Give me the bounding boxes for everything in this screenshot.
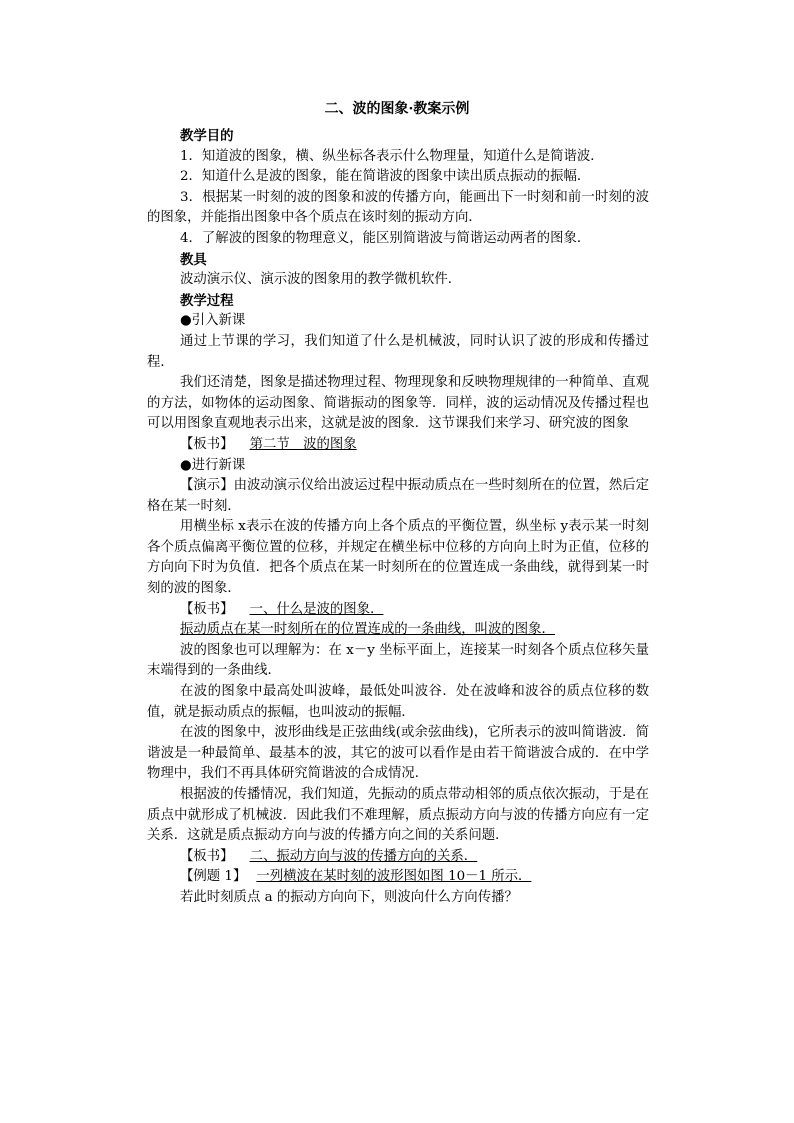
tools-heading: 教具 bbox=[180, 251, 207, 268]
board-text: 二、振动方向与波的传播方向的关系． bbox=[249, 848, 478, 864]
sine-paragraph: 在波的图象中，波形曲线是正弦曲线(或余弦曲线)，它所表示的波叫简谐波．简谐波是一种最简单、最基本的波，其它的波可以看作是由若干简谐波合成的．在中学物理中，我们不再具体研究简谐波的合成情况． bbox=[147, 725, 649, 782]
document-body bbox=[147, 126, 649, 909]
objectives-heading: 教学目的 bbox=[180, 128, 234, 144]
board-text: 第二节 波的图象 bbox=[249, 436, 357, 452]
board-tag: 【板书】 bbox=[180, 436, 234, 452]
objective-item: 1．知道波的图象，横、纵坐标各表示什么物理量，知道什么是简谐波． bbox=[180, 148, 604, 164]
intro-paragraph: 通过上节课的学习，我们知道了什么是机械波，同时认识了波的形成和传播过程． bbox=[147, 333, 649, 370]
new-lesson-label: ●进行新课 bbox=[180, 457, 246, 473]
board-tag: 【板书】 bbox=[180, 848, 234, 864]
relation-paragraph: 根据波的传播情况，我们知道，先振动的质点带动相邻的质点依次振动，于是在质点中就形成了机械波．因此我们不难理解，质点振动方向与波的传播方向应有一定关系．这就是质点振动方向与波的传播方向之间的关系问题． bbox=[147, 787, 649, 844]
understand-paragraph: 波的图象也可以理解为：在 x－y 坐标平面上，连接某一时刻各个质点位移矢量末端得到的一条曲线． bbox=[147, 642, 649, 679]
definition-underlined: 振动质点在某一时刻所在的位置连成的一条曲线，叫波的图象． bbox=[180, 622, 555, 638]
intro-paragraph: 我们还清楚，图象是描述物理过程、物理现象和反映物理规律的一种简单、直观的方法，如物体的运动图象、简谐振动的图象等．同样，波的运动情况及传播过程也可以用图象直观地表示出来，这就是波的图象．这节课我们来学习、研究波的图象 bbox=[147, 375, 649, 432]
intro-label: ●引入新课 bbox=[180, 313, 246, 329]
crest-paragraph: 在波的图象中最高处叫波峰，最低处叫波谷．处在波峰和波谷的质点位移的数值，就是振动质点的振幅，也叫波动的振幅． bbox=[147, 684, 649, 720]
objective-item: 4．了解波的图象的物理意义，能区别简谐波与简谐运动两者的图象． bbox=[180, 230, 591, 246]
definition-text bbox=[147, 620, 649, 641]
demo-text: 由波动演示仪给出波运过程中振动质点在一些时刻所在的位置，然后定格在某一时刻． bbox=[147, 478, 650, 514]
objective-item: 3．根据某一时刻的波的图象和波的传播方向，能画出下一时刻和前一时刻的波的图象，并能指出图象中各个质点在该时刻的振动方向． bbox=[147, 189, 649, 226]
example-tag: 【例题 1】 bbox=[180, 869, 247, 885]
example-line bbox=[147, 867, 649, 888]
example-question: 若此时刻质点 a 的振动方向向下，则波向什么方向传播？ bbox=[180, 889, 518, 905]
board-tag: 【板书】 bbox=[180, 601, 234, 617]
page-title: 二、波的图象·教案示例 bbox=[324, 101, 470, 117]
objective-item: 2．知道什么是波的图象，能在简谐波的图象中读出质点振动的振幅． bbox=[180, 169, 591, 185]
axis-paragraph: 用横坐标 x表示在波的传播方向上各个质点的平衡位置，纵坐标 y表示某一时刻各个质点偏离平衡位置的位移，并规定在横坐标中位移的方向向上时为正值，位移的方向向下时为负值．把各个质点在某一时刻所在的位置连成一条曲线，就得到某一时刻的波的图象． bbox=[147, 519, 649, 597]
demo-tag: 【演示】 bbox=[180, 478, 234, 494]
board-note bbox=[147, 600, 649, 621]
board-text: 一、什么是波的图象． bbox=[249, 601, 384, 617]
tools-text: 波动演示仪、演示波的图象用的教学微机软件． bbox=[180, 272, 462, 288]
demo-paragraph bbox=[147, 476, 649, 517]
board-note bbox=[147, 847, 649, 868]
board-note bbox=[147, 435, 649, 456]
example-text: 一列横波在某时刻的波形图如图 10－1 所示． bbox=[256, 869, 532, 885]
process-heading: 教学过程 bbox=[180, 292, 234, 309]
